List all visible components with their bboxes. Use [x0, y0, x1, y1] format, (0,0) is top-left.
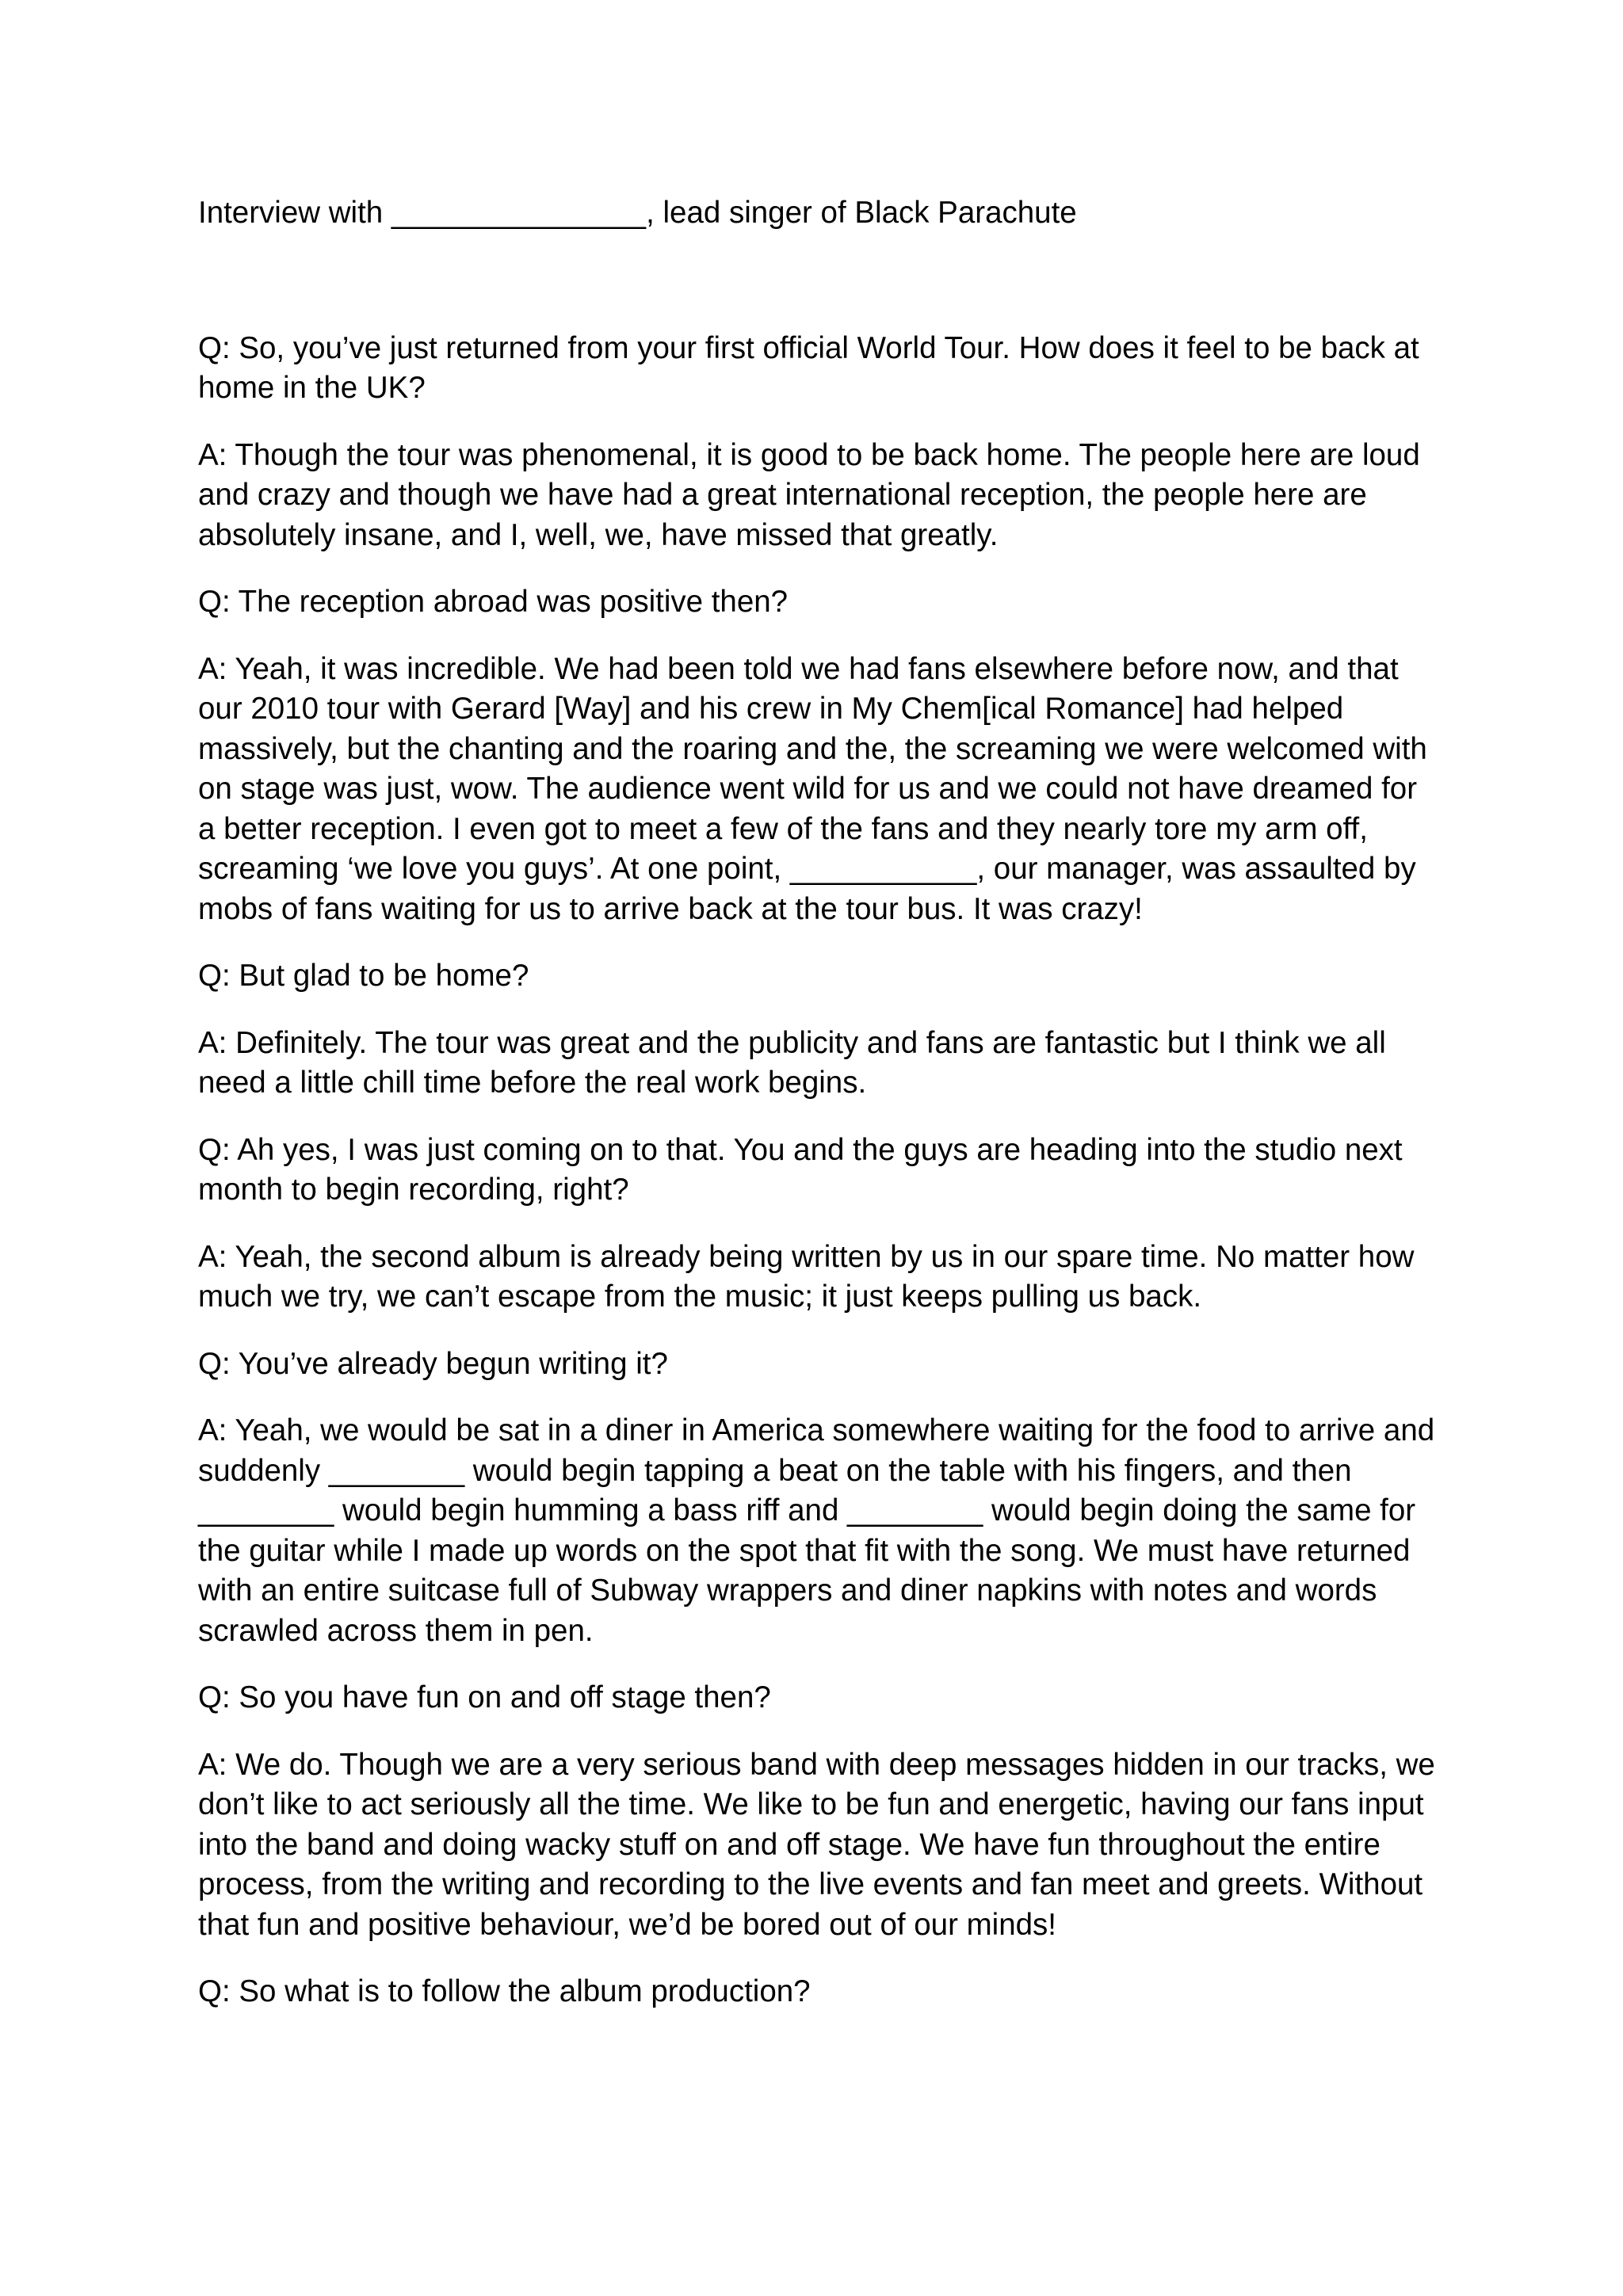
answer-paragraph: A: Yeah, it was incredible. We had been told we had fans elsewhere before now, and that our 2010 tour with Gerard [Way] and his crew in My Chem[ical Romance] had helped massively, but the chanting and the roaring and the, the screaming we were welcomed with on stage was just, wow. The audience went wild for us and we could not have dreamed for a better reception. I even got to meet a few of the fans and they nearly tore my arm off, screaming ‘we love you guys’. At one point, ___________, our manager, was assaulted by mobs of fans waiting for us to arrive back at the tour bus. It was crazy! [198, 651, 1427, 926]
document-title: Interview with _______________, lead singer of Black Parachute [198, 196, 1077, 230]
document-body [198, 193, 1442, 2039]
question-paragraph: Q: Ah yes, I was just coming on to that. You and the guys are heading into the studio next month to begin recording, right? [198, 1132, 1403, 1207]
question-paragraph: Q: So what is to follow the album production? [198, 1974, 811, 2008]
question-paragraph: Q: So, you’ve just returned from your first official World Tour. How does it feel to be back at home in the UK? [198, 330, 1419, 405]
answer-paragraph: A: Yeah, we would be sat in a diner in America somewhere waiting for the food to arrive and suddenly ________ would begin tapping a beat on the table with his fingers, and then ________ would begin humming a bass riff and ________ would begin doing the same for the guitar while I made up words on the spot that fit with the song. We must have returned with an entire suitcase full of Subway wrappers and diner napkins with notes and words scrawled across them in pen. [198, 1413, 1435, 1648]
answer-paragraph: A: We do. Though we are a very serious band with deep messages hidden in our tracks, we don’t like to act seriously all the time. We like to be fun and energetic, having our fans input into the band and doing wacky stuff on and off stage. We have fun throughout the entire process, from the writing and recording to the live events and fan meet and greets. Without that fun and positive behaviour, we’d be bored out of our minds! [198, 1747, 1435, 1942]
interview-transcript [198, 329, 1442, 2012]
answer-paragraph: A: Though the tour was phenomenal, it is good to be back home. The people here are loud and crazy and though we have had a great international reception, the people here are absolutely insane, and I, well, we, have missed that greatly. [198, 437, 1420, 552]
answer-paragraph: A: Definitely. The tour was great and the publicity and fans are fantastic but I think we all need a little chill time before the real work begins. [198, 1025, 1386, 1100]
question-paragraph: Q: The reception abroad was positive then? [198, 585, 789, 619]
question-paragraph: Q: You’ve already begun writing it? [198, 1346, 668, 1381]
question-paragraph: Q: So you have fun on and off stage then? [198, 1680, 771, 1714]
answer-paragraph: A: Yeah, the second album is already being written by us in our spare time. No matter how much we try, we can’t escape from the music; it just keeps pulling us back. [198, 1239, 1415, 1314]
question-paragraph: Q: But glad to be home? [198, 959, 529, 993]
